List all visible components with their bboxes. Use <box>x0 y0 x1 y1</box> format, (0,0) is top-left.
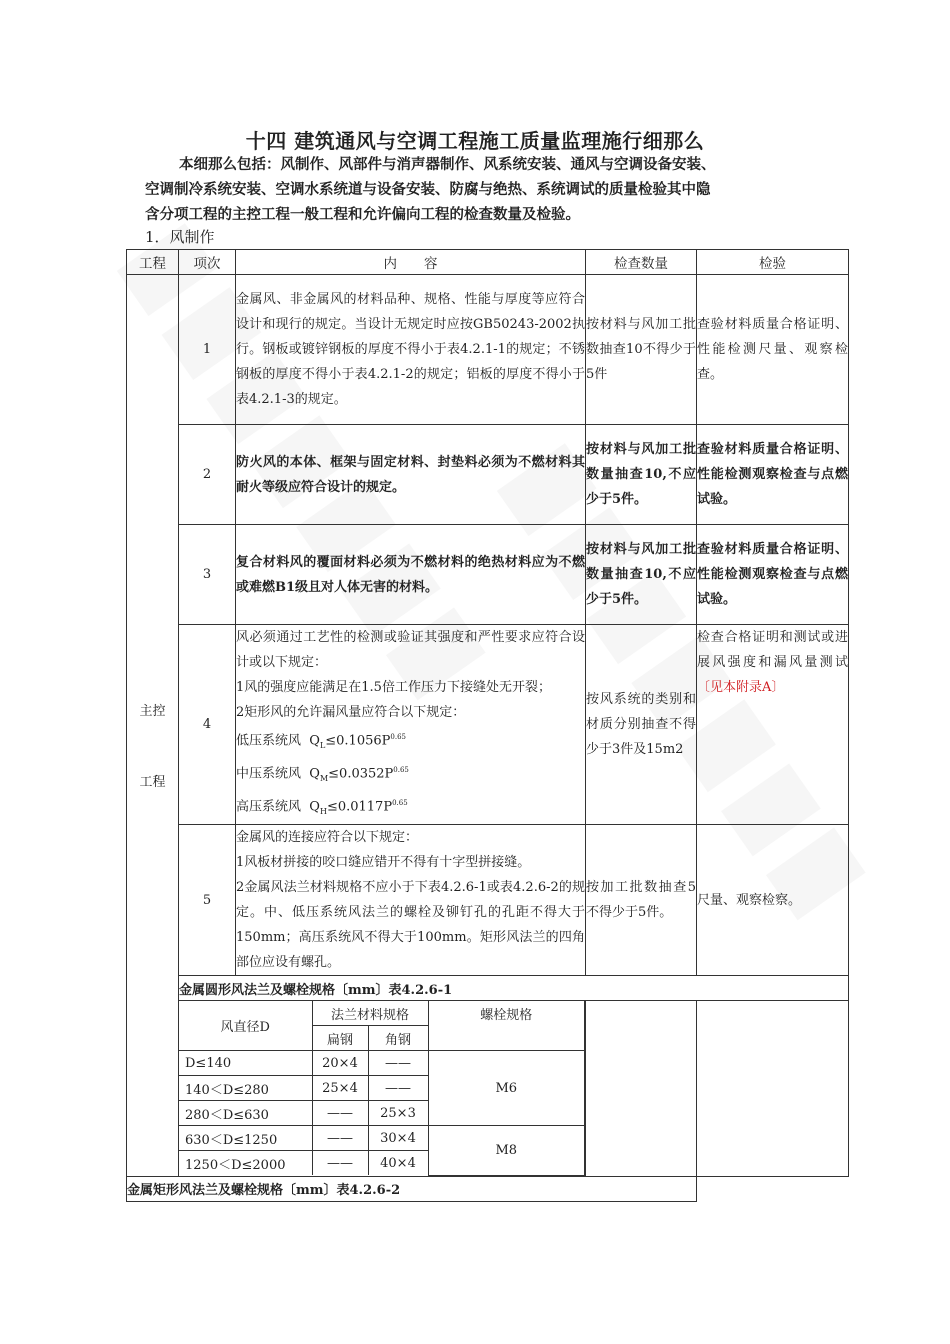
formula-line: 低压系统风 $Q_L\le 0.1056P^{0.65}$ <box>236 733 406 750</box>
item-inspection: 查验材料质量合格证明、性能检测观察检查与点燃试验。 <box>697 425 849 525</box>
table-row <box>127 1176 849 1201</box>
angle-cell: 30×4 <box>368 1126 428 1151</box>
angle-cell: 25×3 <box>368 1101 428 1126</box>
table-row <box>127 275 849 425</box>
flat-cell: —— <box>312 1101 368 1126</box>
item-content: 金属风、非金属风的材料品种、规格、性能与厚度等应符合设计和现行的规定。当设计无规定时应按GB50243-2002执行。钢板或镀锌钢板的厚度不得小于表4.2.1-1的规定；不锈钢板的厚度不得小于表4.2.1-2的规定；铝板的厚度不得小于表4.2.1-3的规定。 <box>236 275 586 425</box>
item-inspection: 尺量、观察检察。 <box>697 825 849 976</box>
col-flat-steel: 扁钢 <box>312 1026 368 1051</box>
sub-table-cell <box>179 1001 586 1177</box>
header-check-qty: 检查数量 <box>586 250 697 275</box>
content-line: 1风的强度应能满足在1.5倍工作压力下接缝处无开裂； <box>236 680 551 695</box>
item-check-qty: 按加工批数抽查5不得少于5件。 <box>586 825 697 976</box>
sub-table-title: 金属矩形风法兰及螺栓规格〔mm〕表4.2.6-2 <box>127 1176 697 1201</box>
flat-cell: 20×4 <box>312 1051 368 1076</box>
item-inspection: 查验材料质量合格证明、性能检测尺量、观察检查。 <box>697 275 849 425</box>
table-row <box>127 625 849 825</box>
item-content: 复合材料风的覆面材料必须为不燃材料的绝热材料应为不燃或难燃B1级且对人体无害的材料。 <box>236 525 586 625</box>
sub-table-title: 金属圆形风法兰及螺栓规格〔mm〕表4.2.6-1 <box>179 976 849 1001</box>
item-no: 5 <box>179 825 236 976</box>
header-project: 工程 <box>127 250 179 275</box>
diameter-cell: 630＜D≤1250 <box>179 1126 312 1151</box>
item-inspection: 检查合格证明和测试或进展风强度和漏风量测试〔见本附录A〕 <box>697 625 849 825</box>
header-inspection: 检验 <box>697 250 849 275</box>
item-content: 防火风的本体、框架与固定材料、封垫料必须为不燃材料其耐火等级应符合设计的规定。 <box>236 425 586 525</box>
intro-line: 空调制冷系统安装、空调水系统道与设备安装、防腐与绝热、系统调试的质量检验其中隐 <box>145 181 711 198</box>
item-check-qty: 按风系统的类别和材质分别抽查不得少于3件及15m2 <box>586 625 697 825</box>
table-row <box>127 425 849 525</box>
formula-line: 高压系统风 $Q_H\le 0.0117P^{0.65}$ <box>236 798 408 816</box>
intro-line: 含分项工程的主控工程一般工程和允许偏向工程的检查数量及检验。 <box>145 206 580 223</box>
formula-line: 中压系统风 $Q_M\le 0.0352P^{0.65}$ <box>236 765 409 783</box>
angle-cell: 40×4 <box>368 1151 428 1176</box>
table-header-row <box>127 250 849 275</box>
angle-cell: —— <box>368 1076 428 1101</box>
content-line: 2矩形风的允许漏风量应符合以下规定： <box>236 705 466 720</box>
item-check-qty: 按材料与风加工批数抽查10不得少于5件 <box>586 275 697 425</box>
col-flange: 法兰材料规格 <box>312 1001 428 1026</box>
content-line: 风必须通过工艺性的检测或验证其强度和严性要求应符合设计或以下规定： <box>236 630 585 670</box>
col-diameter: 风直径D <box>179 1001 312 1051</box>
diameter-cell: 1250＜D≤2000 <box>179 1151 312 1176</box>
page-title: 十四 建筑通风与空调工程施工质量监理施行细那么 <box>245 129 705 153</box>
section-title: 1．风制作 <box>145 228 215 246</box>
content-line: 金属风的连接应符合以下规定： <box>236 830 419 845</box>
diameter-cell: D≤140 <box>179 1051 312 1076</box>
item-no: 1 <box>179 275 236 425</box>
intro-line: 本细那么包括：风制作、风部件与消声器制作、风系统安装、通风与空调设备安装、 <box>179 156 716 173</box>
bolt-cell: M6 <box>428 1051 584 1126</box>
item-inspection: 查验材料质量合格证明、性能检测观察检查与点燃试验。 <box>697 525 849 625</box>
item-no: 4 <box>179 625 236 825</box>
empty-check-qty-cell <box>586 1001 697 1177</box>
inspection-table <box>126 249 849 1202</box>
item-check-qty: 按材料与风加工批数量抽查10,不应少于5件。 <box>586 525 697 625</box>
content-line: 1风板材拼接的咬口缝应错开不得有十字型拼接缝。 <box>236 855 531 870</box>
table-row <box>127 825 849 976</box>
diameter-cell: 280＜D≤630 <box>179 1101 312 1126</box>
header-item-no: 项次 <box>179 250 236 275</box>
project-cell <box>127 275 179 1177</box>
col-angle-steel: 角钢 <box>368 1026 428 1051</box>
intro-paragraph <box>145 152 810 227</box>
item-no: 3 <box>179 525 236 625</box>
item-content <box>236 625 586 825</box>
table-row <box>127 525 849 625</box>
col-bolt: 螺栓规格 <box>428 1001 584 1051</box>
table-row <box>127 976 849 1001</box>
table-row <box>127 1001 849 1177</box>
item-content <box>236 825 586 976</box>
project-label: 工程 <box>139 775 166 791</box>
item-no: 2 <box>179 425 236 525</box>
flange-spec-table <box>179 1001 585 1176</box>
flat-cell: —— <box>312 1126 368 1151</box>
content-line: 2金属风法兰材料规格不应小于下表4.2.6-1或表4.2.6-2的规定。中、低压系统风法兰的螺栓及铆钉孔的孔距不得大于150mm；高压系统风不得大于100mm。矩形风法兰的四角部位应设有螺孔。 <box>236 880 585 970</box>
bolt-cell: M8 <box>428 1126 584 1176</box>
header-content: 内 容 <box>236 250 586 275</box>
flat-cell: —— <box>312 1151 368 1176</box>
diameter-cell: 140＜D≤280 <box>179 1076 312 1101</box>
item-check-qty: 按材料与风加工批数量抽查10,不应少于5件。 <box>586 425 697 525</box>
project-label: 主控 <box>139 704 166 720</box>
flat-cell: 25×4 <box>312 1076 368 1101</box>
appendix-reference: 〔见本附录A〕 <box>697 680 785 695</box>
angle-cell: —— <box>368 1051 428 1076</box>
empty-inspection-cell <box>697 1001 849 1177</box>
